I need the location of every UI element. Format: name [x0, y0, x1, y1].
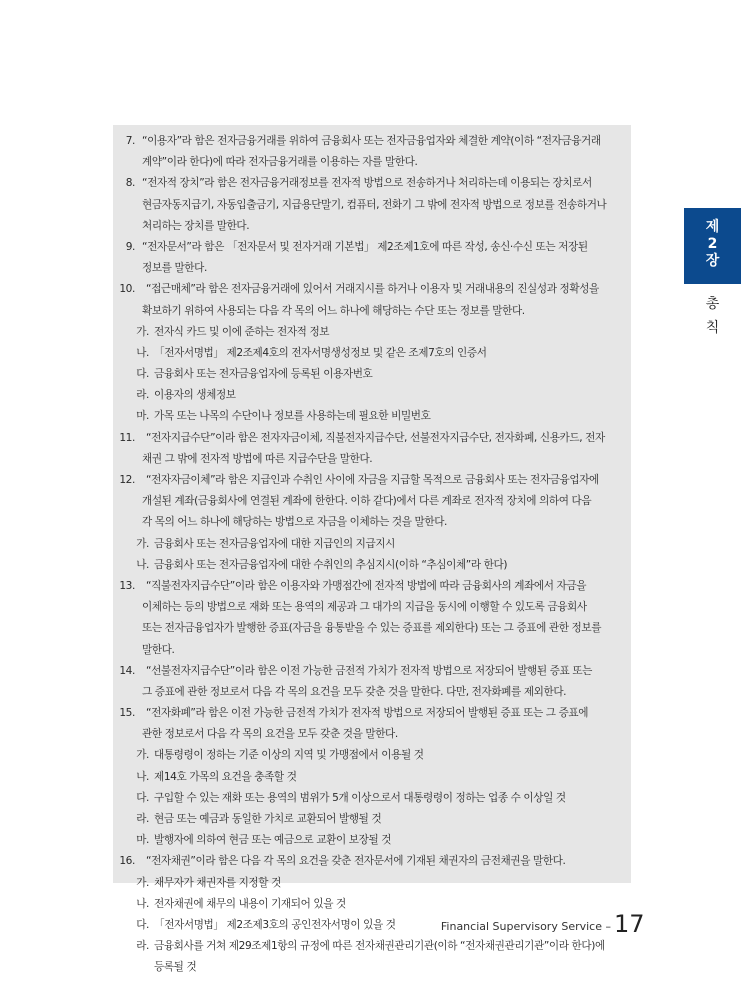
item-text: 가목 또는 나목의 수단이나 정보를 사용하는데 필요한 비밀번호: [154, 410, 431, 423]
item-text: 개설된 계좌(금융회사에 연결된 계좌에 한한다. 이하 같다)에서 다른 계좌로 전자적 장치에 의하여 다음: [142, 495, 592, 508]
footer-dash: –: [605, 920, 611, 933]
item-text: 채무자가 채권자를 지정할 것: [154, 876, 281, 889]
list-item: [113, 957, 631, 978]
list-item: [113, 661, 631, 682]
item-number: 라.: [136, 940, 149, 953]
list-item: [113, 216, 631, 237]
list-item: [113, 703, 631, 724]
list-item: [113, 767, 631, 788]
item-text: 발행자에 의하여 현금 또는 예금으로 교환이 보장될 것: [154, 834, 392, 847]
item-number: 마.: [136, 410, 149, 423]
item-number: 가.: [136, 325, 149, 338]
item-text: 각 목의 어느 하나에 해당하는 방법으로 자금을 이체하는 것을 말한다.: [142, 516, 448, 529]
item-text: 관한 정보로서 다음 각 목의 요건을 모두 갖춘 것을 말한다.: [142, 728, 398, 741]
item-number: 9.: [125, 240, 135, 253]
item-text: 전자식 카드 및 이에 준하는 전자적 정보: [154, 325, 330, 338]
item-text: 그 증표에 관한 정보로서 다음 각 목의 요건을 모두 갖춘 것을 말한다. 다만, 전자화폐를 제외한다.: [142, 685, 567, 698]
item-number: 다.: [136, 791, 149, 804]
item-number: 16.: [119, 855, 135, 868]
list-item: [113, 640, 631, 661]
list-item: [113, 809, 631, 830]
item-text: 또는 전자금융업자가 발행한 증표(자금을 융통받을 수 있는 증표를 제외한다) 또는 그 증표에 관한 정보를: [142, 622, 602, 635]
list-item: [113, 258, 631, 279]
list-item: [113, 830, 631, 851]
item-text: 계약”이라 한다)에 따라 전자금융거래를 이용하는 자를 말한다.: [142, 156, 418, 169]
chapter-title-char: 칙: [705, 320, 720, 336]
item-number: 가.: [136, 876, 149, 889]
item-number: 다.: [136, 918, 149, 931]
item-text: 이체하는 등의 방법으로 재화 또는 용역의 제공과 그 대가의 지급을 동시에 이행할 수 있도록 금융회사: [142, 601, 587, 614]
item-text: 금융회사 또는 전자금융업자에 대한 지급인의 지급지시: [154, 537, 396, 550]
page-number: 17: [614, 910, 645, 938]
chapter-tab-char: 제: [705, 219, 720, 235]
list-item: [113, 237, 631, 258]
list-item: [113, 534, 631, 555]
item-number: 마.: [136, 834, 149, 847]
item-number: 나.: [136, 346, 149, 359]
list-item: [113, 873, 631, 894]
list-item: [113, 195, 631, 216]
item-number: 라.: [136, 389, 149, 402]
list-item: [113, 152, 631, 173]
item-number: 12.: [119, 474, 135, 486]
list-item: [113, 406, 631, 427]
footer-org: [441, 920, 611, 933]
item-text: 「전자서명법」 제2조제3호의 공인전자서명이 있을 것: [154, 918, 396, 931]
item-text: 현금 또는 예금과 동일한 가치로 교환되어 발행될 것: [154, 813, 382, 825]
item-number: 다.: [136, 368, 149, 381]
item-text: 확보하기 위하여 사용되는 다음 각 목의 어느 하나에 해당하는 수단 또는 정보를 말한다.: [142, 304, 525, 317]
item-text: “직불전자지급수단”이라 함은 이용자와 가맹점간에 전자적 방법에 따라 금융회사의 계좌에서 자금을: [146, 579, 587, 592]
list-item: [113, 343, 631, 364]
list-item: [113, 301, 631, 322]
item-text: 대통령령이 정하는 기준 이상의 지역 및 가맹점에서 이용될 것: [154, 749, 424, 762]
item-number: 8.: [125, 177, 135, 190]
chapter-tab-char: 2: [707, 236, 718, 252]
item-text: 금융회사 또는 전자금융업자에 대한 수취인의 추심지시(이하 “추심이체”라 한다): [154, 558, 508, 571]
list-item: [113, 279, 631, 300]
list-item: [113, 131, 631, 152]
item-text: 이용자의 생체정보: [154, 389, 236, 402]
item-text: 전자채권에 채무의 내용이 기재되어 있을 것: [154, 897, 346, 910]
chapter-tab[interactable]: [684, 208, 741, 284]
item-number: 10.: [119, 283, 135, 296]
list-item: [113, 576, 631, 597]
item-text: 구입할 수 있는 재화 또는 용역의 범위가 5개 이상으로서 대통령령이 정하는 업종 수 이상일 것: [154, 791, 566, 804]
list-item: [113, 173, 631, 194]
list-item: [113, 555, 631, 576]
item-text: “전자자금이체”라 함은 지급인과 수취인 사이에 자금을 지급할 목적으로 금융회사 또는 전자금융업자에: [146, 474, 599, 486]
list-item: [113, 618, 631, 639]
item-number: 13.: [119, 579, 135, 592]
list-item: [113, 597, 631, 618]
item-text: “전자채권”이라 함은 다음 각 목의 요건을 갖춘 전자문서에 기재된 채권자의 금전채권을 말한다.: [146, 855, 566, 868]
list-item: [113, 851, 631, 872]
item-text: 정보를 말한다.: [142, 262, 207, 275]
item-number: 7.: [125, 135, 135, 147]
item-text: 금융회사 또는 전자금융업자에 등록된 이용자번호: [154, 368, 373, 381]
chapter-title-char: 총: [705, 296, 720, 312]
item-text: 현금자동지급기, 자동입출금기, 지급용단말기, 컴퓨터, 전화기 그 밖에 전자적 방법으로 정보를 전송하거나: [142, 198, 607, 211]
footer-org-name: Financial Supervisory Service: [440, 920, 602, 933]
list-item: [113, 385, 631, 406]
list-item: [113, 364, 631, 385]
item-text: “전자문서”라 함은 「전자문서 및 전자거래 기본법」 제2조제1호에 따른 작성, 송신·수신 또는 저장된: [142, 240, 588, 253]
item-text: “전자지급수단”이라 함은 전자자금이체, 직불전자지급수단, 선불전자지급수단, 전자화폐, 신용카드, 전자: [146, 431, 605, 444]
item-text: 처리하는 장치를 말한다.: [142, 219, 250, 232]
list-item: [113, 428, 631, 449]
item-text: 등록될 것: [154, 961, 197, 974]
item-text: “접근매체”라 함은 전자금융거래에 있어서 거래지시를 하거나 이용자 및 거래내용의 진실성과 정확성을: [146, 283, 599, 296]
item-number: 나.: [136, 770, 149, 783]
chapter-tab-char: 장: [705, 253, 720, 269]
list-item: [113, 724, 631, 745]
list-item: [113, 894, 631, 915]
item-text: 「전자서명법」 제2조제4호의 전자서명생성정보 및 같은 조제7호의 인증서: [154, 346, 487, 359]
list-item: [113, 745, 631, 766]
list-item: [113, 512, 631, 533]
definitions-list: [113, 131, 631, 979]
list-item: [113, 788, 631, 809]
item-number: 14.: [119, 664, 135, 677]
list-item: [113, 322, 631, 343]
list-item: [113, 682, 631, 703]
item-text: “선불전자지급수단”이라 함은 이전 가능한 금전적 가치가 전자적 방법으로 저장되어 발행된 증표 또는: [146, 664, 592, 677]
item-number: 나.: [136, 558, 149, 571]
list-item: [113, 936, 631, 957]
list-item: [113, 491, 631, 512]
item-text: “전자적 장치”라 함은 전자금융거래정보를 전자적 방법으로 전송하거나 처리하는데 이용되는 장치로서: [142, 177, 592, 190]
item-number: 15.: [119, 707, 135, 720]
chapter-title: [684, 292, 741, 340]
item-text: 채권 그 밖에 전자적 방법에 따른 지급수단을 말한다.: [142, 452, 373, 465]
item-number: 가.: [136, 749, 149, 762]
item-number: 나.: [136, 897, 149, 910]
item-text: 금융회사를 거쳐 제29조제1항의 규정에 따른 전자채권관리기관(이하 “전자채권관리기관”이라 한다)에: [154, 940, 605, 953]
item-number: 11.: [119, 431, 135, 444]
list-item: [113, 470, 631, 491]
item-text: “전자화폐”라 함은 이전 가능한 금전적 가치가 전자적 방법으로 저장되어 발행된 증표 또는 그 증표에: [146, 707, 589, 720]
item-text: 말한다.: [142, 643, 175, 656]
item-number: 라.: [136, 813, 149, 825]
list-item: [113, 449, 631, 470]
item-text: “이용자”라 함은 전자금융거래를 위하여 금융회사 또는 전자금융업자와 체결한 계약(이하 “전자금융거래: [142, 135, 601, 147]
item-number: 가.: [136, 537, 149, 550]
item-text: 제14호 가목의 요건을 충족할 것: [154, 770, 297, 783]
